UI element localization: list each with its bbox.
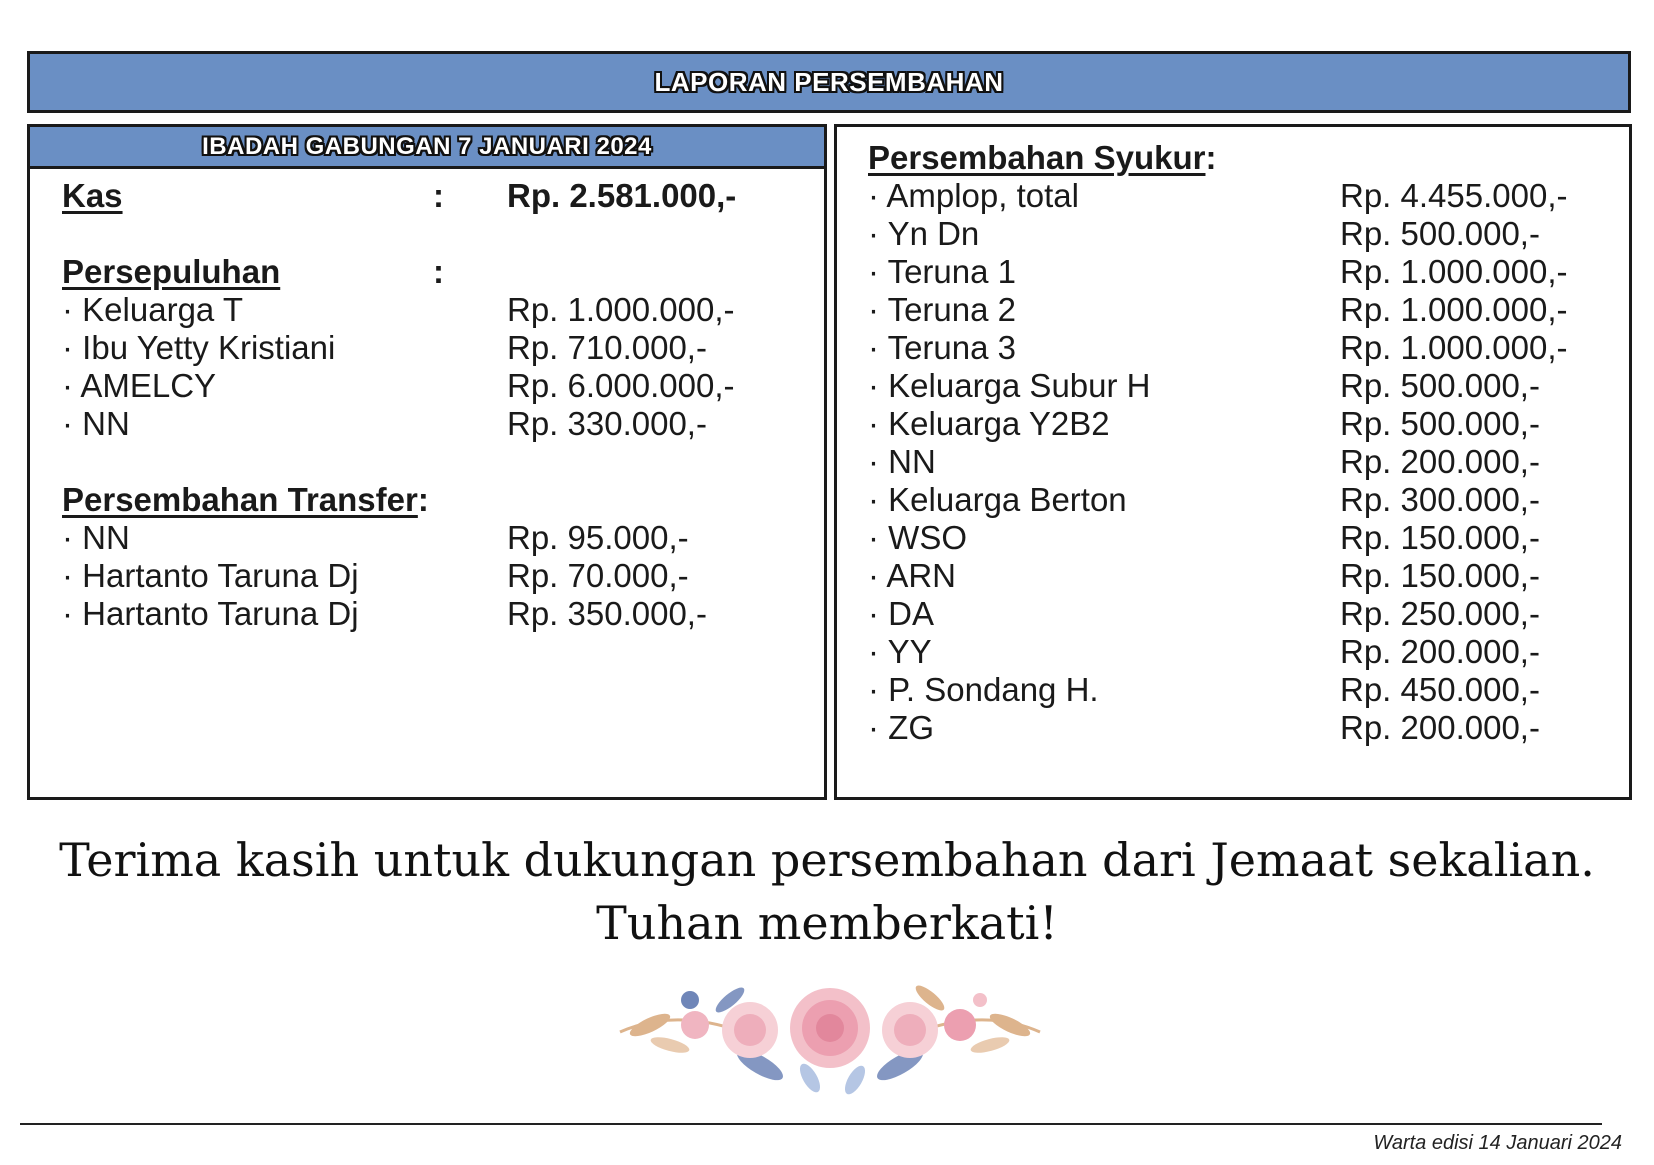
list-item-amount: Rp. 4.455.000,- xyxy=(1340,177,1568,214)
syukur-heading: Persembahan Syukur xyxy=(868,139,1206,176)
transfer-heading: Persembahan Transfer xyxy=(62,481,418,518)
list-item-amount: Rp. 200.000,- xyxy=(1340,443,1540,480)
list-item-amount: Rp. 95.000,- xyxy=(507,519,689,556)
list-item-amount: Rp. 250.000,- xyxy=(1340,595,1540,632)
list-item-amount: Rp. 500.000,- xyxy=(1340,367,1540,404)
list-item: · NN xyxy=(62,404,130,444)
list-item: · Teruna 1 xyxy=(868,252,1016,292)
list-item-amount: Rp. 150.000,- xyxy=(1340,519,1540,556)
syukur-heading-row xyxy=(868,138,1216,178)
kas-colon: : xyxy=(433,177,444,214)
persepuluhan-heading: Persepuluhan xyxy=(62,253,281,290)
list-item: · Ibu Yetty Kristiani xyxy=(62,328,335,368)
thanks-line-2: Tuhan memberkati! xyxy=(596,896,1058,950)
list-item: · ARN xyxy=(868,556,956,596)
list-item: · NN xyxy=(868,442,936,482)
persepuluhan-colon: : xyxy=(433,253,444,290)
thanks-line-1: Terima kasih untuk dukungan persembahan dari Jemaat sekalian. xyxy=(59,833,1595,887)
list-item-amount: Rp. 300.000,- xyxy=(1340,481,1540,518)
syukur-heading-colon: : xyxy=(1205,139,1217,176)
list-item-amount: Rp. 1.000.000,- xyxy=(1340,253,1568,290)
list-item-amount: Rp. 450.000,- xyxy=(1340,671,1540,708)
list-item-amount: Rp. 6.000.000,- xyxy=(507,367,735,404)
list-item: · Keluarga T xyxy=(62,290,243,330)
list-item: · Keluarga Y2B2 xyxy=(868,404,1110,444)
list-item: · P. Sondang H. xyxy=(868,670,1099,710)
list-item: · NN xyxy=(62,518,130,558)
report-title-bar xyxy=(27,51,1631,113)
list-item: · Amplop, total xyxy=(868,176,1079,216)
list-item: · Hartanto Taruna Dj xyxy=(62,556,359,596)
list-item-amount: Rp. 150.000,- xyxy=(1340,557,1540,594)
service-subtitle: IBADAH GABUNGAN 7 JANUARI 2024 xyxy=(202,132,652,160)
list-item-amount: Rp. 500.000,- xyxy=(1340,405,1540,442)
edition-label: Warta edisi 14 Januari 2024 xyxy=(1373,1132,1622,1154)
footer-divider xyxy=(20,1123,1602,1125)
list-item: · WSO xyxy=(868,518,967,558)
list-item: · DA xyxy=(868,594,934,634)
list-item-amount: Rp. 1.000.000,- xyxy=(1340,329,1568,366)
transfer-heading-row xyxy=(62,480,429,520)
service-subtitle-bar xyxy=(30,127,824,169)
list-item: · Keluarga Subur H xyxy=(868,366,1151,406)
list-item-amount: Rp. 1.000.000,- xyxy=(1340,291,1568,328)
right-panel xyxy=(834,124,1632,800)
kas-amount: Rp. 2.581.000,- xyxy=(507,177,737,214)
list-item-amount: Rp. 500.000,- xyxy=(1340,215,1540,252)
list-item-amount: Rp. 200.000,- xyxy=(1340,709,1540,746)
list-item-amount: Rp. 350.000,- xyxy=(507,595,707,632)
list-item: · Teruna 2 xyxy=(868,290,1016,330)
list-item: · Yn Dn xyxy=(868,214,979,254)
left-panel xyxy=(27,124,827,800)
list-item-amount: Rp. 330.000,- xyxy=(507,405,707,442)
report-title: LAPORAN PERSEMBAHAN xyxy=(654,66,1004,97)
list-item-amount: Rp. 200.000,- xyxy=(1340,633,1540,670)
list-item: · Keluarga Berton xyxy=(868,480,1127,520)
list-item: · AMELCY xyxy=(62,366,216,406)
kas-label: Kas xyxy=(62,177,123,214)
list-item: · YY xyxy=(868,632,932,672)
floral-rose-garland-icon xyxy=(610,970,1050,1100)
list-item: · Teruna 3 xyxy=(868,328,1016,368)
list-item-amount: Rp. 70.000,- xyxy=(507,557,689,594)
list-item-amount: Rp. 710.000,- xyxy=(507,329,707,366)
list-item-amount: Rp. 1.000.000,- xyxy=(507,291,735,328)
list-item: · ZG xyxy=(868,708,934,748)
transfer-heading-colon: : xyxy=(417,481,429,518)
list-item: · Hartanto Taruna Dj xyxy=(62,594,359,634)
